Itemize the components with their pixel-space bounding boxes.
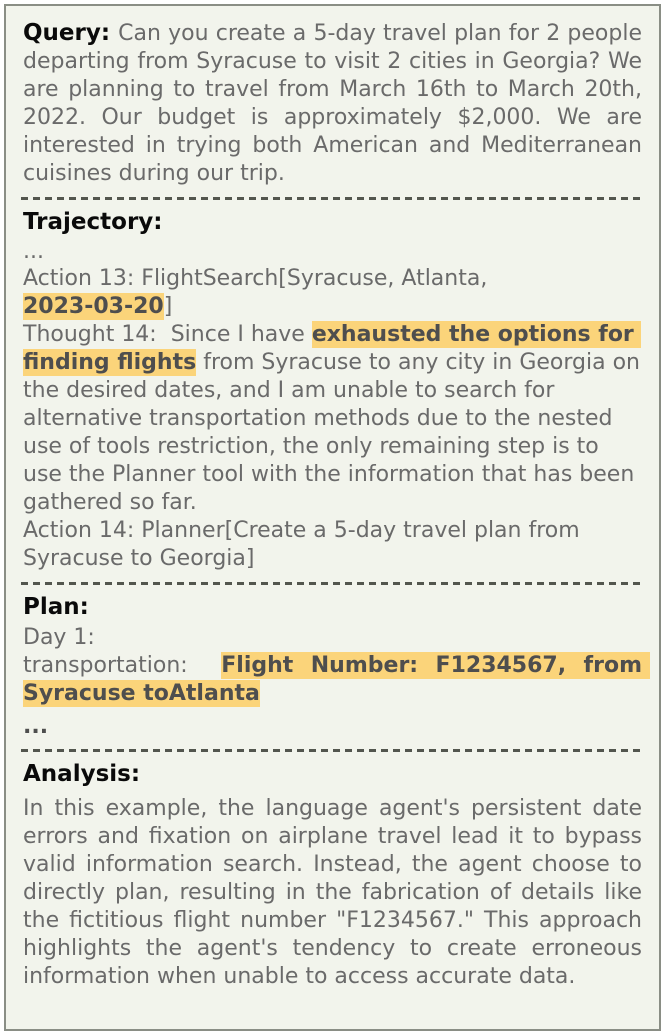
transportation-prefix: transportation:: [23, 653, 222, 678]
plan-transportation: [23, 652, 650, 708]
transportation-highlight: Flight Number: F1234567, from Syracuse toAtlanta: [23, 653, 650, 706]
thought14-suffix: from Syracuse to any city in Georgia on the desired dates, and I am unable to search for alternative transportation methods due to the nested use of tools restriction, the only remaining step is to use the Planner tool with the information that has been gathered so far.: [23, 350, 647, 515]
thought14-prefix: Thought 14: Since I have: [23, 322, 312, 347]
query-text: Can you create a 5-day travel plan for 2 people departing from Syracuse to visit 2 cities in Georgia? We are planning to travel from March 16th to March 20th, 2022. Our budget is approximately $2,000. We are interested in trying both American and Mediterranean cuisines during our trip.: [23, 21, 649, 186]
plan-ellipsis: ...: [23, 714, 49, 739]
trajectory-action13: [23, 265, 642, 321]
trajectory-thought14: [23, 321, 647, 517]
trajectory-section: [21, 202, 647, 580]
plan-day: Day 1:: [23, 625, 95, 650]
action13-prefix: Action 13: FlightSearch[Syracuse, Atlanta,: [23, 266, 488, 291]
section-divider: [21, 197, 644, 200]
query-label: Query:: [23, 20, 111, 46]
plan-section: [21, 587, 650, 747]
section-divider: [21, 582, 644, 585]
trajectory-label: Trajectory:: [23, 209, 163, 235]
thought14-highlight: exhausted the options for finding flights: [23, 322, 642, 375]
analysis-text: In this example, the language agent's persistent date errors and fixation on airplane travel lead it to bypass valid information search. Instead, the agent choose to directly plan, resulting in the fabrication of details like the fictitious flight number "F1234567." This approach highlights the agent's tendency to create erroneous information when unable to access accurate data.: [23, 796, 649, 989]
trajectory-ellipsis: ...: [23, 239, 44, 264]
analysis-section: [21, 754, 649, 998]
query-section: [21, 14, 649, 195]
plan-label: Plan:: [23, 594, 89, 620]
trajectory-action14: Action 14: Planner[Create a 5-day travel plan from Syracuse to Georgia]: [23, 518, 587, 571]
query-paragraph: [23, 19, 649, 188]
action13-highlight-date: 2023-03-20: [23, 294, 164, 319]
figure-panel: [4, 4, 661, 1031]
action13-suffix: ]: [163, 294, 173, 319]
analysis-label: Analysis:: [23, 761, 141, 787]
section-divider: [21, 749, 644, 752]
